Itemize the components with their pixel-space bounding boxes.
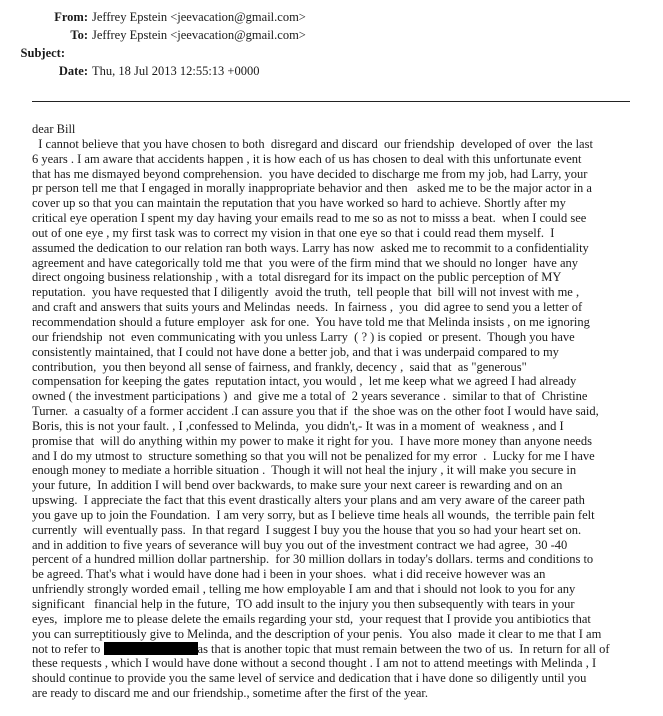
body-line: and craft and answers that suits yours and Melindas needs. In fairness , you did agree to send you a letter of (32, 300, 583, 315)
body-line: 6 years . I am aware that accidents happen , it is how each of us has chosen to deal with this unfortunate event (32, 151, 582, 166)
body-line: your future, In addition I will bend over backwards, to make sure your next career is rewarding and on an (32, 478, 563, 493)
body-line: pr person tell me that I engaged in morally inappropriate behavior and then asked me to be the major actor in a (32, 181, 592, 196)
body-line: promise that will do anything within my power to make it right for you. I have more money than anyone needs (32, 433, 592, 448)
body-line: contribution, you then beyond all sense of fairness, and frankly, decency , said that as "generous" (32, 359, 527, 374)
body-line: out of one eye , my first task was to correct my vision in that one eye so that i could read them myself. I (32, 225, 555, 240)
redaction-block (104, 642, 198, 655)
body-line: you can surreptitiously give to Melinda, and the description of your penis. You also made it clear to me that I am (32, 626, 602, 641)
to-label: To: (70, 28, 88, 42)
date-label: Date: (58, 64, 88, 78)
body-line: should continue to provide you the same level of service and dedication that i have done so diligently until you (32, 671, 587, 686)
body-line: upswing. I appreciate the fact that this event drastically alters your plans and am very aware of the career path (32, 493, 585, 508)
email-body (32, 122, 636, 701)
body-line: you gave up to join the Foundation. I am very sorry, but as I believe time heals all wounds, the terrible pain felt (32, 507, 595, 522)
body-line: direct ongoing business relationship , with a total disregard for its impact on the public perception of MY (32, 270, 562, 285)
body-line: compensation for keeping the gates reputation intact, you would , let me keep what we agreed I had already (32, 374, 577, 389)
redacted-line (32, 642, 636, 657)
body-line: consistently maintained, that I could not have done a better job, and that i was underpaid compared to my (32, 344, 559, 359)
body-line: I cannot believe that you have chosen to both disregard and discard our friendship developed of over the last (32, 136, 593, 151)
body-line: recommendation should a future employer ask for one. You have told me that Melinda insists , on me ignoring (32, 314, 590, 329)
body-line: eyes, implore me to please delete the emails regarding your std, your request that I provide you antibiotics that (32, 611, 591, 626)
body-line: reputation. you have requested that I diligently avoid the truth, tell people that bill will not invest with me , (32, 285, 580, 300)
body-line: percent of a hundred million dollar partnership. for 30 million dollars in today's dollars. terms and conditions to (32, 552, 594, 567)
body-line: these requests , which I would have done without a second thought . I am not to attend meetings with Melinda , I (32, 656, 597, 671)
date-value: Thu, 18 Jul 2013 12:55:13 +0000 (92, 64, 260, 78)
body-line: currently will eventually pass. In that regard I suggest I buy you the house that you so had your heart set on. (32, 522, 582, 537)
subject-row (0, 44, 663, 62)
to-row (0, 26, 663, 44)
body-line: significant financial help in the future, TO add insult to the injury you then subsequently with tears in your (32, 597, 575, 611)
redacted-line-end: as that is another topic that must remain between the two of us. In return for all of (197, 641, 610, 656)
salutation: dear Bill (32, 122, 76, 136)
body-line: agreement and have categorically told me that you were of the firm mind that we should no longer have any (32, 255, 578, 270)
redacted-line-start: not to refer to (32, 641, 104, 656)
body-line: and I do my utmost to structure something so that you will not be penalized for my error . Lucky for me I have (32, 448, 595, 463)
body-line: are ready to discard me and our friendship., sometime after the first of the year. (32, 686, 429, 701)
from-value: Jeffrey Epstein <jeevacation@gmail.com> (92, 10, 306, 24)
body-line: assumed the dedication to our relation ran both ways. Larry has now asked me to recommit to a confidentiality (32, 240, 589, 255)
from-row (0, 8, 663, 26)
body-line: critical eye operation I spent my day having your emails read to me so as not to misss a beat. when I could see (32, 211, 587, 226)
to-value: Jeffrey Epstein <jeevacation@gmail.com> (92, 28, 306, 42)
body-line: cover up so that you can maintain the reputation that you have worked so hard to achieve. Shortly after my (32, 196, 566, 211)
from-label: From: (54, 10, 88, 24)
subject-label: Subject: (20, 46, 65, 60)
body-line: owned ( the investment participations ) and give me a total of 2 years severance . similar to that of Christine (32, 389, 588, 404)
body-line: and in addition to five years of severance will buy you out of the investment contract we had agree, 30 -40 (32, 537, 568, 552)
email-header (0, 8, 663, 80)
body-line: Turner. a casualty of a former accident .I can assure you that if the shoe was on the other foot I would have said, (32, 404, 599, 419)
body-line: be agreed. That's what i would have done had i been in your shoes. what i did receive however was an (32, 567, 546, 582)
header-divider (32, 101, 630, 102)
body-line: that has me dismayed beyond comprehension. you have decided to discharge me from my job, had Larry, your (32, 166, 588, 181)
body-line: our friendship not even communicating with you unless Larry ( ? ) is copied or present. Though you have (32, 329, 575, 344)
body-line: enough money to mediate a horrible situation . Though it will not heal the injury , it will make you secure in (32, 463, 577, 478)
date-row (0, 62, 663, 80)
body-line: unfriendly strongly worded email , telling me how employable I am and that i should not look to you for any (32, 582, 576, 597)
body-line: Boris, this is not your fault. , I ,confessed to Melinda, you didn't,- It was in a moment of weakness , and I (32, 418, 564, 433)
